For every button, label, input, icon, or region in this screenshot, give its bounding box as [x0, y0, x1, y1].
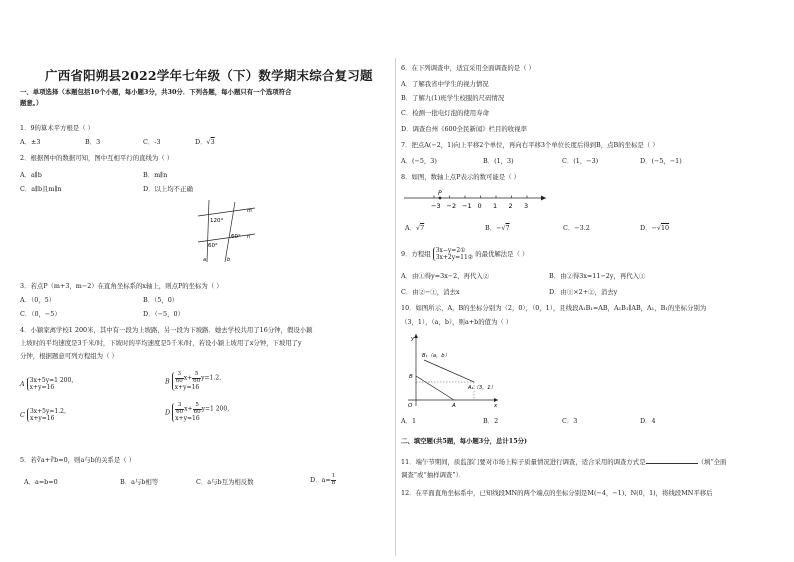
- number-line-arrow: [541, 196, 546, 201]
- q1-option-c: C．-3: [143, 138, 161, 146]
- q4-stem-line2: 上坡时的平均速度是3千米/时，下坡时的平均速度是5千米/时，若设小颖上坡用了x分钟，下坡用了y: [20, 339, 302, 347]
- q4-d-frac1-den: 60: [176, 408, 184, 415]
- q9-option-d: D．由①×2+②，消去y: [549, 288, 618, 296]
- q9-option-b: B．由②得3x=11−2y，再代入①: [549, 272, 646, 280]
- number-line-tick-label: 2: [508, 202, 513, 210]
- point-p-label: P: [438, 190, 442, 197]
- q9-eq1: 3x−y=2①: [435, 247, 466, 254]
- q3-option-c: C．（0，−5）: [20, 310, 61, 318]
- q4-option-b: [165, 372, 225, 391]
- point-a-label: A: [452, 403, 456, 408]
- q2-option-b: B．m∥n: [143, 171, 168, 179]
- q8-option-d: D．−√10: [640, 224, 670, 232]
- q1-option-d-label: D．: [195, 138, 207, 146]
- q1-option-d: [195, 138, 215, 146]
- q1-option-a: A．±3: [20, 138, 41, 146]
- q8-option-b: B．−√7: [485, 224, 510, 232]
- q10-option-a: A．1: [401, 417, 417, 425]
- q12-stem: 12．在平面直角坐标系中，已知线段MN的两个端点的坐标分别是M(−4，−1)、N(0，1)，将线段MN平移后: [401, 489, 713, 497]
- number-line-tick-label: −3: [431, 202, 441, 210]
- number-line-tick-label: −1: [462, 202, 472, 210]
- q9-option-a: A．由①得y=3x−2，再代入②: [401, 272, 490, 280]
- angle-120-label: 120°: [210, 218, 224, 224]
- point-a1-label: A₁（3，1）: [468, 385, 496, 391]
- parallel-lines-figure: [195, 198, 257, 264]
- q10-option-c: C．3: [562, 417, 578, 425]
- q6-option-b: B．了解九(1)班学生校服的尺码情况: [401, 94, 505, 102]
- q10-stem-line1: 10．如图所示，A，B的坐标分别为（2，0），（0，1），且线段A₁B₁=AB，A₁B₁∥AB，A₁，B₁的坐标分别为: [401, 304, 707, 312]
- section1-heading-cont: 题意。）: [20, 99, 43, 107]
- q9-eq2: 3x+2y=11②: [435, 254, 474, 261]
- q4-option-d-system: [172, 403, 233, 422]
- q4-option-b-letter: B: [165, 377, 170, 386]
- q5-d-den: b: [331, 479, 336, 486]
- q4-stem-line1: 4．小颖家离学校1 200米，其中有一段为上坡路，另一段为下坡路．她去学校共用了16分钟，假设小颖: [20, 326, 313, 334]
- q6-stem: 6．在下列调查中，适宜采用全面调查的是（ ）: [401, 64, 535, 72]
- point-p: [439, 197, 442, 200]
- q1-option-b: B．3: [85, 138, 101, 146]
- q7-option-d: D．(−5，−1): [640, 157, 682, 165]
- y-axis-label: y: [411, 336, 415, 342]
- sqrt3-glyph: √3: [206, 138, 215, 146]
- q8-stem: 8．如图，数轴上点P表示的数可能是（ ）: [401, 173, 521, 181]
- q11-stem-lead: 11．端午节期间，质监部门要对市场上粽子质量情况进行调查，适合采用的调查方式是: [401, 458, 646, 466]
- q1-stem: 1．9的算术平方根是（ ）: [20, 124, 95, 132]
- angle-60-left-label: 60°: [208, 243, 218, 249]
- q4-b-frac1-num: 3: [175, 372, 184, 379]
- q5-stem: 5．若∛a+∛b=0，则a与b的关系是（ ）: [20, 456, 136, 464]
- segment-ab: [416, 376, 454, 400]
- q4-b-frac2-num: 5: [192, 372, 201, 379]
- q4-option-d: [165, 403, 233, 422]
- q4-a-eq2: x+y=16: [29, 384, 55, 391]
- q3-option-a: A．（0，5）: [20, 296, 56, 304]
- q11-stem-line1: [401, 457, 726, 466]
- y-axis-arrow: [414, 334, 418, 338]
- q4-option-c: [20, 408, 70, 422]
- q7-option-a: A．(−5，3): [401, 157, 437, 165]
- q11-answer-blank[interactable]: [646, 457, 698, 464]
- angle-60-right-label: 60°: [231, 234, 241, 240]
- q2-option-a: A．a∥b: [20, 171, 42, 179]
- q4-option-b-system: [172, 372, 225, 391]
- q8-a-radicand: 7: [420, 224, 425, 232]
- q4-option-c-system: [27, 408, 70, 422]
- q8-d-radicand: 10: [660, 224, 670, 232]
- q3-stem: 3．若点P（m+3，m−2）在直角坐标系的x轴上，则点P的坐标为（ ）: [20, 282, 223, 290]
- q6-option-d: D．调查台州《600全民新闻》栏目的收视率: [401, 125, 527, 133]
- q7-stem: 7．把点A(−2，1)向上平移2个单位，再向右平移3个单位长度后得到B，点B的坐标是（ ）: [401, 141, 659, 149]
- q8-option-a: A．√7: [405, 224, 425, 232]
- q4-d-eq2: x+y=16: [175, 415, 200, 422]
- q8-option-d-label: D．−: [640, 224, 657, 232]
- q4-a-eq1: 3x+5y=1 200，: [29, 377, 78, 384]
- q6-option-c: C．检测一批电灯泡的使用寿命: [401, 109, 489, 117]
- q4-b-eq1: [175, 372, 225, 384]
- q4-b-frac2-den: 60: [193, 377, 201, 384]
- q4-b-eq2: x+y=16: [174, 384, 200, 391]
- q8-option-c: C．−3.2: [563, 224, 590, 232]
- q4-d-eq1-end: y=1 200，: [201, 405, 234, 413]
- column-divider: [395, 58, 396, 556]
- q4-option-a-system: [27, 377, 78, 391]
- number-line: [400, 186, 550, 214]
- q9-system: [433, 247, 473, 261]
- q4-c-eq1: 3x+5y=1.2，: [29, 408, 70, 415]
- q2-option-c: C．a∥b且m∥n: [20, 185, 62, 193]
- q5-option-c: C．a与b互为相反数: [196, 478, 254, 486]
- label-a: a: [203, 257, 207, 263]
- q5-option-d-label: D．a=: [310, 476, 331, 484]
- q9-stem: [401, 247, 528, 261]
- q4-option-c-letter: C: [20, 411, 25, 419]
- segment-a1b1: [424, 360, 474, 382]
- q4-b-eq1-end: y=1.2，: [201, 374, 226, 382]
- q7-option-c: C．(1，−3): [562, 157, 599, 165]
- number-line-tick-label: 3: [524, 202, 529, 210]
- q10-option-b: B．2: [483, 417, 499, 425]
- section2-heading: 二、填空题(共5题，每小题3分，总计15分): [401, 437, 528, 445]
- q3-option-b: B．（5，0）: [143, 296, 179, 304]
- q11-stem-tail: （填“全面: [697, 458, 727, 466]
- q4-b-eq1-mid: x+: [183, 374, 193, 382]
- label-m: m: [247, 208, 252, 214]
- q5-d-num: 1: [331, 473, 336, 479]
- q4-option-d-letter: D: [165, 408, 171, 417]
- q5-option-d: [310, 474, 336, 486]
- q7-option-b: B．(1，3): [483, 157, 514, 165]
- x-axis-label: x: [494, 403, 498, 408]
- q4-d-frac2-num: 5: [193, 403, 202, 410]
- q8-option-b-label: B．−: [485, 224, 502, 232]
- number-line-tick-label: 0: [477, 202, 482, 210]
- q8-b-radicand: 7: [505, 224, 510, 232]
- label-b: b: [227, 257, 231, 263]
- q2-stem: 2．根据图中的数据可知，图中互相平行的直线为（ ）: [20, 154, 174, 162]
- coordinate-figure: [402, 332, 502, 408]
- line-a: [207, 200, 209, 262]
- x-axis-arrow: [494, 398, 498, 402]
- q9-stem-tail: 的最优解法是（ ）: [475, 250, 529, 258]
- q4-option-a: [20, 377, 77, 391]
- q4-b-frac1-den: 60: [175, 377, 183, 384]
- q4-d-eq1: [175, 403, 233, 415]
- q10-stem-line2: （3，1），（a，b），则a+b的值为（ ）: [401, 318, 513, 326]
- number-line-tick-label: −2: [446, 202, 457, 210]
- q4-d-eq1-mid: x+: [184, 405, 193, 413]
- q2-option-d: D．以上均不正确: [143, 185, 193, 193]
- q4-c-eq2: x+y=16: [29, 415, 55, 422]
- q4-d-frac1-num: 3: [175, 403, 184, 410]
- q10-option-d: D．4: [640, 417, 656, 425]
- label-n: n: [247, 234, 251, 240]
- q5-option-a: A．a=b=0: [24, 478, 58, 486]
- q9-stem-lead: 9．方程组: [401, 250, 431, 258]
- q11-stem-line2: 调查”或“抽样调查”）．: [401, 471, 466, 479]
- line-b: [225, 202, 235, 262]
- section1-heading: 一、单项选择（本题包括10个小题，每小题3分，共30分．下列各题，每小题只有一个选项符合: [20, 88, 292, 96]
- point-b1-label: B₁（a，b）: [422, 353, 450, 359]
- q9-option-c: C．由②−①，消去x: [401, 288, 460, 296]
- number-line-tick-label: 1: [493, 202, 498, 210]
- q3-option-d: D．（−5，0）: [143, 310, 184, 318]
- point-b-label: B: [409, 374, 413, 380]
- q4-stem-line3: 分钟，根据题意可列方程组为（ ）: [20, 352, 118, 360]
- q4-d-frac2-den: 60: [193, 408, 201, 415]
- q5-option-b: B．a与b相等: [120, 478, 159, 486]
- q6-option-a: A．了解我省中学生的视力情况: [401, 80, 489, 88]
- origin-label: O: [408, 403, 413, 408]
- q8-option-a-label: A．: [405, 224, 417, 232]
- q4-option-a-letter: A: [20, 380, 25, 388]
- exam-title: 广西省阳朔县2022学年七年级（下）数学期末综合复习题: [45, 68, 373, 83]
